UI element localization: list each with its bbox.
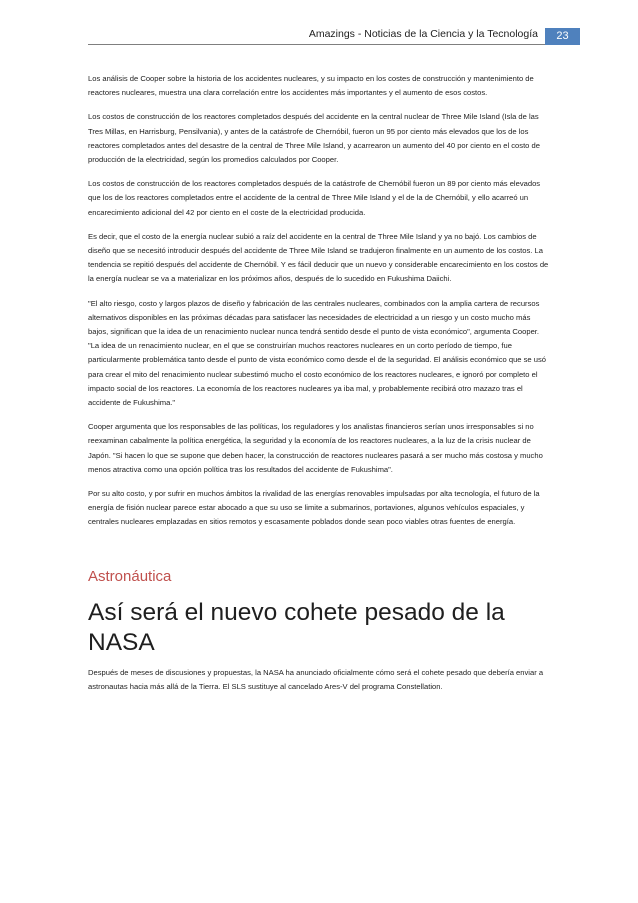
article-headline: Así será el nuevo cohete pesado de la NASA	[88, 598, 505, 656]
article-paragraph: Los costos de construcción de los reactores completados después de la catástrofe de Chernóbil fueron un 89 por ciento más elevados que los de los reactores completados entre el accidente de la central de Three Mile Island y el de la de Chernóbil, y ello acarreó un encarecimiento adicional del 42 por ciento en el coste de la electricidad producida.	[88, 179, 541, 217]
article-paragraph: Por su alto costo, y por sufrir en muchos ámbitos la rivalidad de las energías renovables impulsadas por alta tecnología, el futuro de la energía de fisión nuclear parece estar abocado a que su uso se limite a submarinos, portaviones, algunos vehículos espaciales, y centrales nucleares emplazadas en sitios remotos y escasamente poblados donde sean poco viables otras fuentes de energía.	[88, 489, 540, 527]
page-number-badge: 23	[545, 28, 580, 45]
article-paragraph: Cooper argumenta que los responsables de las políticas, los reguladores y los analistas financieros serían unos irresponsables si no reexaminan cabalmente la política energética, la seguridad y la economía de los reactores nucleares, a la luz de la crisis nuclear de Japón. "Si hacen lo que se supone que deben hacer, la construcción de reactores nucleares pasará a ser mucho más costosa y mucho menos atractiva como una opción política tras los resultados del accidente de Fukushima".	[88, 422, 543, 474]
article-paragraph: Los análisis de Cooper sobre la historia de los accidentes nucleares, y su impacto en los costes de construcción y mantenimiento de reactores nucleares, muestra una clara correlación entre los accidentes más importantes y el aumento de esos costos.	[88, 74, 534, 98]
article-paragraph: Los costos de construcción de los reactores completados después del accidente en la central nuclear de Three Mile Island (Isla de las Tres Millas, en Harrisburg, Pensilvania), y antes de la catástrofe de Chernóbil, fueron un 95 por ciento más elevados que los de los reactores completados antes del desastre de la central de Three Mile Island, y acarrearon un aumento del 40 por ciento en el costo de producción de la electricidad, según los promedios calculados por Cooper.	[88, 112, 540, 165]
article-lead: Después de meses de discusiones y propuestas, la NASA ha anunciado oficialmente cómo será el cohete pesado que debería enviar a astronautas hacia más allá de la Tierra. El SLS sustituye al cancelado Ares-V del programa Constellation.	[88, 667, 544, 691]
publication-title: Amazings - Noticias de la Ciencia y la Tecnología	[308, 28, 538, 40]
section-spacer	[88, 540, 550, 568]
section-label: Astronáutica	[88, 567, 172, 585]
article-paragraph: "El alto riesgo, costo y largos plazos de diseño y fabricación de las centrales nucleares, combinados con la amplia cartera de recursos alternativos disponibles en las próximas décadas para satisfacer las necesidades de electricidad a un riesgo y un costo mucho más bajos, significan que la idea de un renacimiento nuclear nunca tendrá sentido desde el punto de vista económico", argumenta Cooper. "La idea de un renacimiento nuclear, en el que se construirían muchos reactores nucleares en un corto período de tiempo, fue particularmente problemática tanto desde el punto de vista económico como desde el de la seguridad. El análisis económico que se usó para crear el mito del renacimiento nuclear subestimó mucho el costo económico de los reactores nucleares, e ignoró por completo el impacto social de los reactores. La economía de los reactores nucleares ya iba mal, y probablemente recibirá otro mazazo tras el accidente de Fukushima."	[88, 298, 547, 408]
page-body	[88, 72, 550, 704]
article-paragraph: Es decir, que el costo de la energía nuclear subió a raíz del accidente en la central de Three Mile Island y ya no bajó. Los cambios de diseño que se necesitó introducir después del accidente de Three Mile Island se tradujeron finalmente en un aumento de los costos. La tendencia se repitió después del accidente de Chernóbil. Y es fácil deducir que un nuevo y considerable encarecimiento en los costos de la energía nuclear se va a materializar en los próximos años, después de lo sucedido en Fukushima Daiichi.	[88, 231, 549, 284]
page-header	[0, 0, 638, 52]
header-divider	[88, 44, 548, 45]
